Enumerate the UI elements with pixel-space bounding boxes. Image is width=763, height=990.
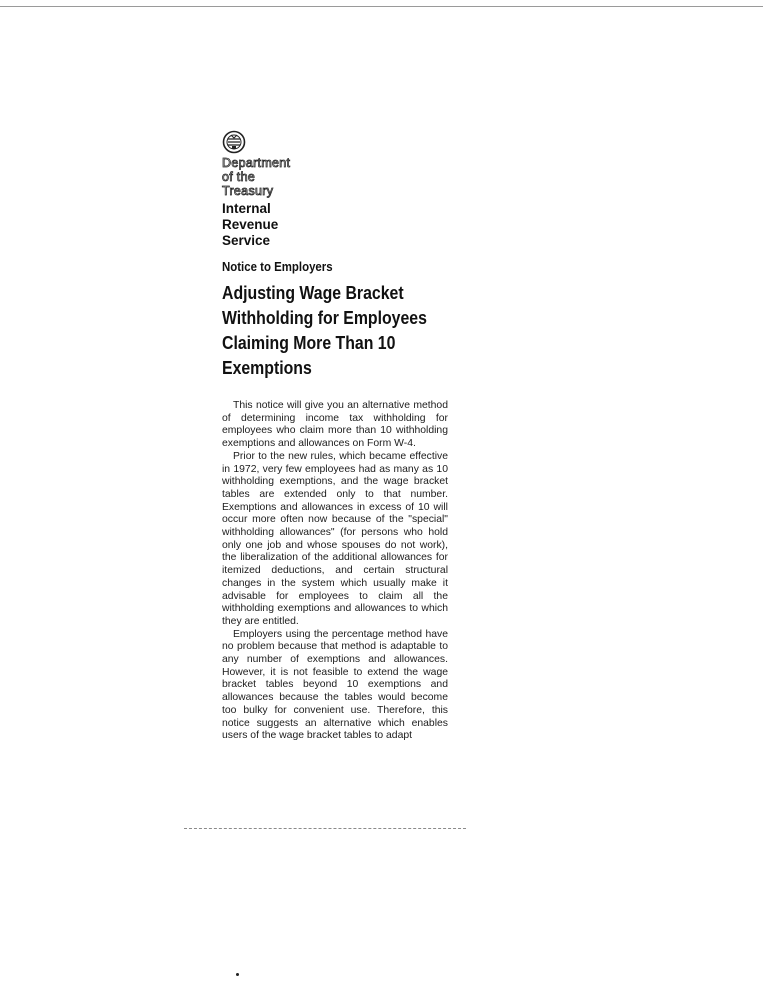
headline-line: Claiming More Than 10 [222,333,396,353]
body-paragraph: Employers using the percentage method have no problem because that method is adaptable to any number of exemptions and allowances. However, it is not feasible to extend the wage bracket tables beyond 10 exemptions and allowances because the tables would become too bulky for convenient use. Therefore, this notice suggests an alternative which enables users of the wage bracket tables to adapt [222,628,448,742]
headline-line: Withholding for Employees [222,308,427,328]
scan-speck [236,973,239,976]
headline-line: Adjusting Wage Bracket [222,283,404,303]
notice-headline [222,281,451,381]
headline-line: Exemptions [222,358,312,378]
service-line: Service [222,233,271,248]
department-of-the-treasury [222,156,290,198]
service-line: Revenue [222,217,279,232]
notice-body [222,400,448,743]
department-line: Treasury [222,184,274,198]
body-paragraph: Prior to the new rules, which became effective in 1972, very few employees had as many as 10 withholding exemptions, and the wage bracket tables are extended only to that number. Exemptions and allowances in excess of 10 will occur more often now because of the "special" withholding allowances" (for persons who hold only one job and whose spouses do not work), the liberalization of the additional allowances for itemized deductions, and certain structural changes in the system which usually make it advisable for employees to claim all the withholding exemptions and allowances to which they are entitled. [222,450,448,627]
bottom-scan-rule [184,828,466,829]
department-line: Department [222,156,291,170]
treasury-seal-icon [222,130,246,154]
internal-revenue-service [222,201,278,249]
notice-kicker: Notice to Employers [222,259,333,274]
service-line: Internal [222,201,271,216]
body-paragraph: This notice will give you an alternative method of determining income tax withholding for employees who claim more than 10 withholding exemptions and allowances on Form W-4. [222,400,448,450]
department-line: of the [222,170,256,184]
top-scan-rule [0,6,763,7]
